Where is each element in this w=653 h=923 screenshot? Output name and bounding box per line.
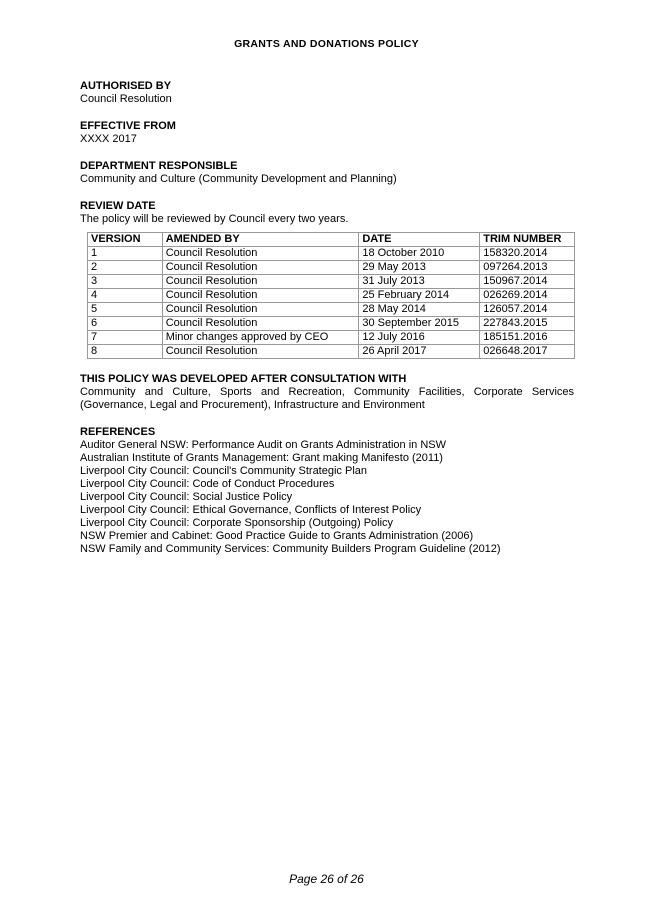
version-cell: 7	[88, 331, 163, 345]
department-section	[80, 160, 574, 186]
table-row	[88, 261, 575, 275]
department-value: Community and Culture (Community Development and Planning)	[80, 173, 397, 185]
references-section	[80, 426, 574, 556]
review-section	[80, 200, 574, 226]
reference-item: NSW Premier and Cabinet: Good Practice Guide to Grants Administration (2006)	[80, 530, 474, 542]
amended-by-cell: Council Resolution	[162, 275, 359, 289]
reference-item: Liverpool City Council: Social Justice Policy	[80, 491, 293, 503]
trim-number-cell: 026648.2017	[480, 345, 575, 359]
date-cell: 31 July 2013	[359, 275, 480, 289]
page-number: Page 26 of 26	[289, 872, 364, 886]
reference-item: Liverpool City Council: Council's Community Strategic Plan	[80, 465, 367, 477]
amended-by-cell: Minor changes approved by CEO	[162, 331, 359, 345]
trim-number-cell: 150967.2014	[480, 275, 575, 289]
authorised-value: Council Resolution	[80, 93, 172, 105]
amended-by-cell: Council Resolution	[162, 261, 359, 275]
amended-by-cell: Council Resolution	[162, 289, 359, 303]
date-cell: 30 September 2015	[359, 317, 480, 331]
table-row	[88, 275, 575, 289]
amended-by-cell: Council Resolution	[162, 247, 359, 261]
trim-number-cell: 026269.2014	[480, 289, 575, 303]
department-heading: DEPARTMENT RESPONSIBLE	[80, 160, 238, 172]
consultation-line-1: Community and Culture, Sports and Recreation, Community Facilities, Corporate Services	[80, 386, 574, 398]
column-header-version: VERSION	[88, 233, 163, 247]
consultation-section	[80, 373, 574, 412]
table-row	[88, 345, 575, 359]
column-header-trim-number: TRIM NUMBER	[480, 233, 575, 247]
trim-number-cell: 158320.2014	[480, 247, 575, 261]
column-header-amended-by: AMENDED BY	[162, 233, 359, 247]
trim-number-cell: 097264.2013	[480, 261, 575, 275]
date-cell: 26 April 2017	[359, 345, 480, 359]
references-heading: REFERENCES	[80, 426, 156, 438]
effective-heading: EFFECTIVE FROM	[80, 120, 176, 132]
table-row	[88, 331, 575, 345]
table-row	[88, 317, 575, 331]
page-header: GRANTS AND DONATIONS POLICY	[234, 38, 419, 50]
trim-number-cell: 185151.2016	[480, 331, 575, 345]
authorised-section	[80, 80, 574, 106]
version-cell: 8	[88, 345, 163, 359]
date-cell: 18 October 2010	[359, 247, 480, 261]
policy-content	[80, 80, 574, 570]
reference-item: Liverpool City Council: Ethical Governance, Conflicts of Interest Policy	[80, 504, 422, 516]
reference-item: Liverpool City Council: Code of Conduct Procedures	[80, 478, 335, 490]
consultation-line-2: (Governance, Legal and Procurement), Infrastructure and Environment	[80, 399, 425, 411]
effective-value: XXXX 2017	[80, 133, 137, 145]
date-cell: 12 July 2016	[359, 331, 480, 345]
amended-by-cell: Council Resolution	[162, 317, 359, 331]
table-header-row	[88, 233, 575, 247]
authorised-heading: AUTHORISED BY	[80, 80, 172, 92]
version-cell: 1	[88, 247, 163, 261]
reference-item: Auditor General NSW: Performance Audit on Grants Administration in NSW	[80, 439, 447, 451]
version-cell: 3	[88, 275, 163, 289]
review-value: The policy will be reviewed by Council every two years.	[80, 213, 349, 225]
reference-item: Australian Institute of Grants Management: Grant making Manifesto (2011)	[80, 452, 443, 464]
version-cell: 2	[88, 261, 163, 275]
amended-by-cell: Council Resolution	[162, 303, 359, 317]
trim-number-cell: 126057.2014	[480, 303, 575, 317]
version-cell: 5	[88, 303, 163, 317]
trim-number-cell: 227843.2015	[480, 317, 575, 331]
version-cell: 6	[88, 317, 163, 331]
date-cell: 25 February 2014	[359, 289, 480, 303]
date-cell: 29 May 2013	[359, 261, 480, 275]
version-cell: 4	[88, 289, 163, 303]
column-header-date: DATE	[359, 233, 480, 247]
table-row	[88, 247, 575, 261]
consultation-heading: THIS POLICY WAS DEVELOPED AFTER CONSULTATION WITH	[80, 373, 407, 385]
version-history-table	[87, 232, 575, 359]
review-heading: REVIEW DATE	[80, 200, 156, 212]
reference-item: Liverpool City Council: Corporate Sponsorship (Outgoing) Policy	[80, 517, 394, 529]
table-row	[88, 303, 575, 317]
date-cell: 28 May 2014	[359, 303, 480, 317]
table-row	[88, 289, 575, 303]
amended-by-cell: Council Resolution	[162, 345, 359, 359]
effective-section	[80, 120, 574, 146]
reference-item: NSW Family and Community Services: Community Builders Program Guideline (2012)	[80, 543, 501, 555]
